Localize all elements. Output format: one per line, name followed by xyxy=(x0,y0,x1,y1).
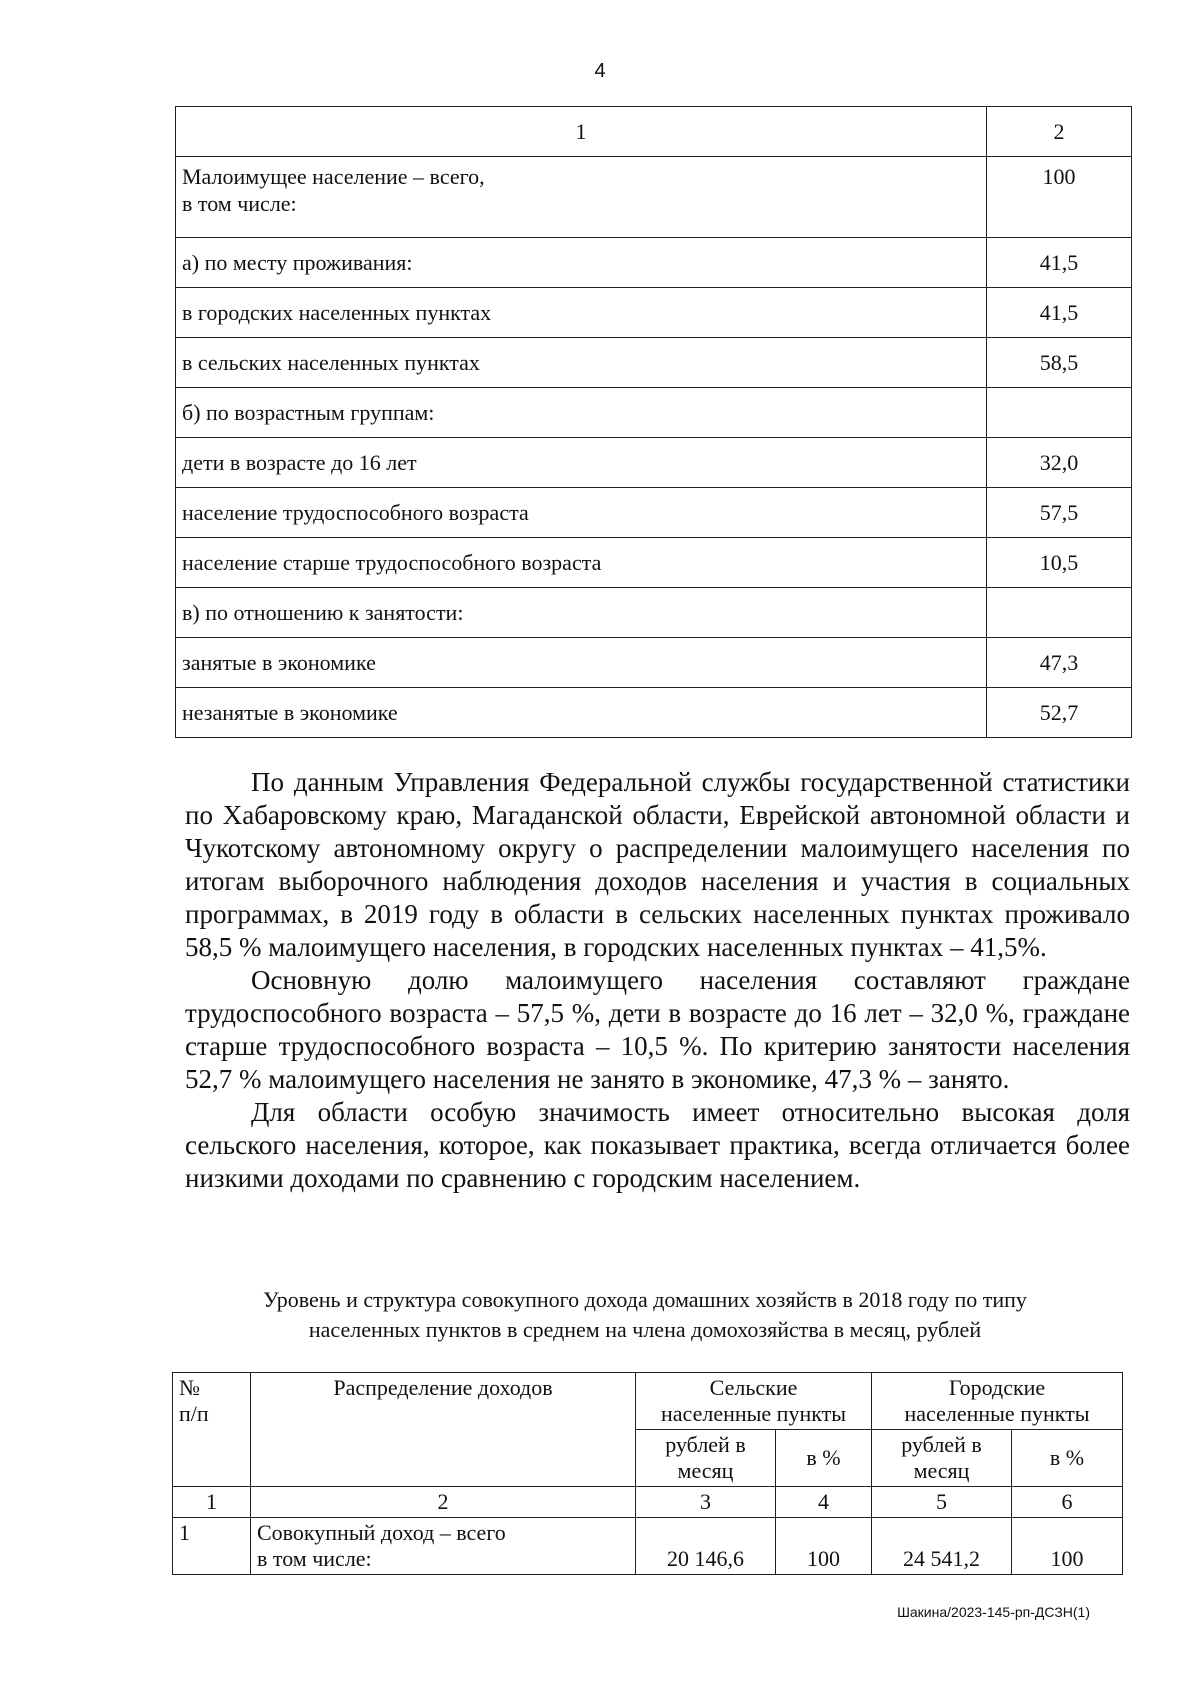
paragraph: По данным Управления Федеральной службы государственной статистики по Хабаровскому краю, Магаданской области, Еврейской автономной области и Чукотскому автономному округу о распределении малоимущего населения по итогам выборочного наблюдения доходов населения и участия в социальных программах, в 2019 году в области в сельских населенных пунктах проживало 58,5 % малоимущего населения, в городских населенных пунктах – 41,5%. xyxy=(185,767,1130,962)
row-value: 57,5 xyxy=(987,488,1132,538)
table-caption: Уровень и структура совокупного дохода домашних хозяйств в 2018 году по типу населенных пунктов в среднем на члена домохозяйства в месяц, рублей xyxy=(263,1287,1027,1342)
table-row xyxy=(173,1518,1123,1575)
income-structure-table xyxy=(172,1372,1123,1575)
table-header-row xyxy=(176,107,1132,157)
table-row xyxy=(176,588,1132,638)
column-number: 4 xyxy=(776,1487,872,1518)
column-number: 2 xyxy=(251,1487,636,1518)
table-row xyxy=(176,438,1132,488)
subheader-percent: в % xyxy=(1012,1430,1123,1487)
row-value: 100 xyxy=(987,157,1132,238)
row-value xyxy=(987,388,1132,438)
row-value: 10,5 xyxy=(987,538,1132,588)
subheader-rubles: рублей в месяц xyxy=(636,1430,776,1487)
row-value: 41,5 xyxy=(987,238,1132,288)
table-row xyxy=(176,238,1132,288)
column-number: 5 xyxy=(872,1487,1012,1518)
document-footer-code: Шакина/2023-145-рп-ДСЗН(1) xyxy=(897,1604,1090,1620)
row-value xyxy=(987,588,1132,638)
column-header: 1 xyxy=(176,107,987,157)
subheader-percent: в % xyxy=(776,1430,872,1487)
paragraph: Для области особую значимость имеет относительно высокая доля сельского населения, которое, как показывает практика, всегда отличается более низкими доходами по сравнению с городским населением. xyxy=(185,1097,1130,1193)
table-row xyxy=(176,688,1132,738)
row-label: Малоимущее население – всего, в том числе: xyxy=(176,157,987,238)
row-label: незанятые в экономике xyxy=(176,688,987,738)
row-number: 1 xyxy=(173,1518,251,1575)
table-header-row xyxy=(173,1373,1123,1430)
row-label: в сельских населенных пунктах xyxy=(176,338,987,388)
column-header: 2 xyxy=(987,107,1132,157)
row-label: Совокупный доход – всего в том числе: xyxy=(251,1518,636,1575)
row-label: а) по месту проживания: xyxy=(176,238,987,288)
table-row xyxy=(176,157,1132,238)
column-header-rural: Сельские населенные пункты xyxy=(636,1373,872,1430)
urban-percent-value: 100 xyxy=(1012,1518,1123,1575)
row-label: население старше трудоспособного возраста xyxy=(176,538,987,588)
column-number: 6 xyxy=(1012,1487,1123,1518)
paragraph: Основную долю малоимущего населения составляют граждане трудоспособного возраста – 57,5 %, дети в возрасте до 16 лет – 32,0 %, граждане старше трудоспособного возраста – 10,5 %. По критерию занятости населения 52,7 % малоимущего населения не занято в экономике, 47,3 % – занято. xyxy=(185,965,1130,1094)
table-row xyxy=(176,288,1132,338)
urban-rubles-value: 24 541,2 xyxy=(872,1518,1012,1575)
row-label: б) по возрастным группам: xyxy=(176,388,987,438)
table-row xyxy=(176,488,1132,538)
row-label: в городских населенных пунктах xyxy=(176,288,987,338)
row-value: 52,7 xyxy=(987,688,1132,738)
row-value: 41,5 xyxy=(987,288,1132,338)
poverty-structure-table xyxy=(175,106,1132,738)
rural-rubles-value: 20 146,6 xyxy=(636,1518,776,1575)
page-number: 4 xyxy=(594,60,606,82)
body-text xyxy=(185,766,1130,1195)
column-header-urban: Городские населенные пункты xyxy=(872,1373,1123,1430)
subheader-rubles: рублей в месяц xyxy=(872,1430,1012,1487)
table-row xyxy=(176,388,1132,438)
rural-percent-value: 100 xyxy=(776,1518,872,1575)
row-label: население трудоспособного возраста xyxy=(176,488,987,538)
row-value: 58,5 xyxy=(987,338,1132,388)
row-value: 32,0 xyxy=(987,438,1132,488)
row-value: 47,3 xyxy=(987,638,1132,688)
row-label: занятые в экономике xyxy=(176,638,987,688)
column-header-number: № п/п xyxy=(173,1373,251,1487)
table-row xyxy=(176,538,1132,588)
column-number: 3 xyxy=(636,1487,776,1518)
row-label: дети в возрасте до 16 лет xyxy=(176,438,987,488)
table-row xyxy=(176,338,1132,388)
column-number-row xyxy=(173,1487,1123,1518)
column-number: 1 xyxy=(173,1487,251,1518)
table-row xyxy=(176,638,1132,688)
row-label: в) по отношению к занятости: xyxy=(176,588,987,638)
column-header-distribution: Распределение доходов xyxy=(251,1373,636,1487)
